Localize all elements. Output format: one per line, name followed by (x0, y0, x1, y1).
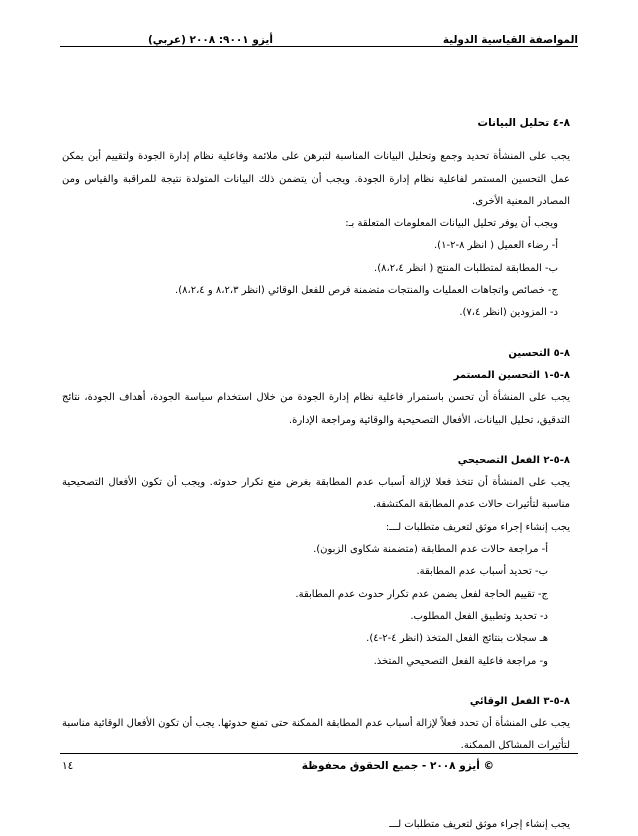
para-8-4-body: يجب على المنشأة تحديد وجمع وتحليل البيانات المناسبة لتبرهن على ملائمة وفاعلية نظام إدارة الجودة ولتقييم أين يمكن عمل التحسين المستمر لفاعلية نظام إدارة الجودة. ويجب أن يتضمن ذلك البيانات المتولدة نتيجة للمراقبة والقياس ومن المصادر المعنية الأخرى. (62, 151, 570, 207)
footer-divider (60, 753, 578, 754)
list-item: ب- تحديد أسباب عدم المطابقة. (416, 566, 548, 578)
page-footer (62, 756, 574, 776)
header-divider (60, 46, 578, 47)
para-8-5-1-body: يجب على المنشأة أن تحسن باستمرار فاعلية نظام إدارة الجودة من خلال استخدام سياسة الجودة، أهداف الجودة، نتائج التدقيق، تحليل البيانات، الأفعال التصحيحية والوقائية ومراجعة الإدارة. (62, 392, 570, 426)
spacer (62, 432, 570, 450)
para-8-4-intro: ويجب أن يوفر تحليل البيانات المعلومات المتعلقة بـ: (345, 218, 558, 230)
list-item: و- مراجعة فاعلية الفعل التصحيحي المتخذ. (373, 655, 548, 667)
heading-8-5-1: ٨-٥-١ التحسين المستمر (453, 369, 570, 381)
page-number: ١٤ (62, 760, 74, 772)
list-item: د- المزودين (انظر ٧،٤). (459, 307, 558, 319)
list-item: هـ سجلات بنتائج الفعل المتخذ (انظر ٤-٢-٤). (366, 633, 548, 645)
list-item: ج- خصائص واتجاهات العمليات والمنتجات متضمنة فرص للفعل الوقائي (انظر ٨،٢،٣ و ٨،٢،٤). (175, 285, 558, 297)
para-8-5-2-intro: يجب إنشاء إجراء موثق لتعريف متطلبات لـــ: (385, 521, 570, 533)
heading-8-5-2: ٨-٥-٢ الفعل التصحيحي (457, 454, 570, 466)
spacer (62, 673, 570, 691)
para-8-5-3-body: يجب على المنشأة أن تحدد فعلاً لإزالة أسباب عدم المطابقة الممكنة حتى تمنع حدوثها. يجب أن تكون الأفعال الوقائية مناسبة لتأثيرات المشاكل الممكنة. (62, 718, 570, 752)
list-item: ج- تقييم الحاجة لفعل يضمن عدم تكرار حدوث عدم المطابقة. (295, 588, 548, 600)
list-item: أ- مراجعة حالات عدم المطابقة (متضمنة شكاوى الزبون). (313, 544, 548, 556)
heading-8-5-3: ٨-٥-٣ الفعل الوقائي (469, 695, 570, 707)
para-8-5-2-body: يجب على المنشأة أن تتخذ فعلا لإزالة أسباب عدم المطابقة بغرض منع تكرار حدوثه. ويجب أن تكون الأفعال التصحيحية مناسبة لتأثيرات حالات عدم المطابقة المكتشفة. (62, 477, 570, 511)
header-title: المواصفة القياسية الدولية (442, 34, 578, 46)
list-item: د- تحديد وتطبيق الفعل المطلوب. (410, 610, 548, 622)
page-header (148, 26, 578, 46)
spacer (62, 325, 570, 343)
para-8-5-3-intro: يجب إنشاء إجراء موثق لتعريف متطلبات لـــ (389, 818, 570, 830)
page-content (62, 112, 570, 836)
heading-8-4: ٨-٤ تحليل البيانات (477, 117, 570, 129)
footer-copyright: © أيزو ٢٠٠٨ - جميع الحقوق محفوظة (301, 760, 494, 772)
header-standard: أيزو ٩٠٠١: ٢٠٠٨ (عربي) (148, 34, 273, 46)
list-item: أ- رضاء العميل ( انظر ٨-٢-١). (434, 240, 558, 252)
list-item: ب- المطابقة لمتطلبات المنتج ( انظر ٨،٢،٤). (374, 262, 558, 274)
heading-8-5: ٨-٥ التحسين (508, 347, 570, 359)
